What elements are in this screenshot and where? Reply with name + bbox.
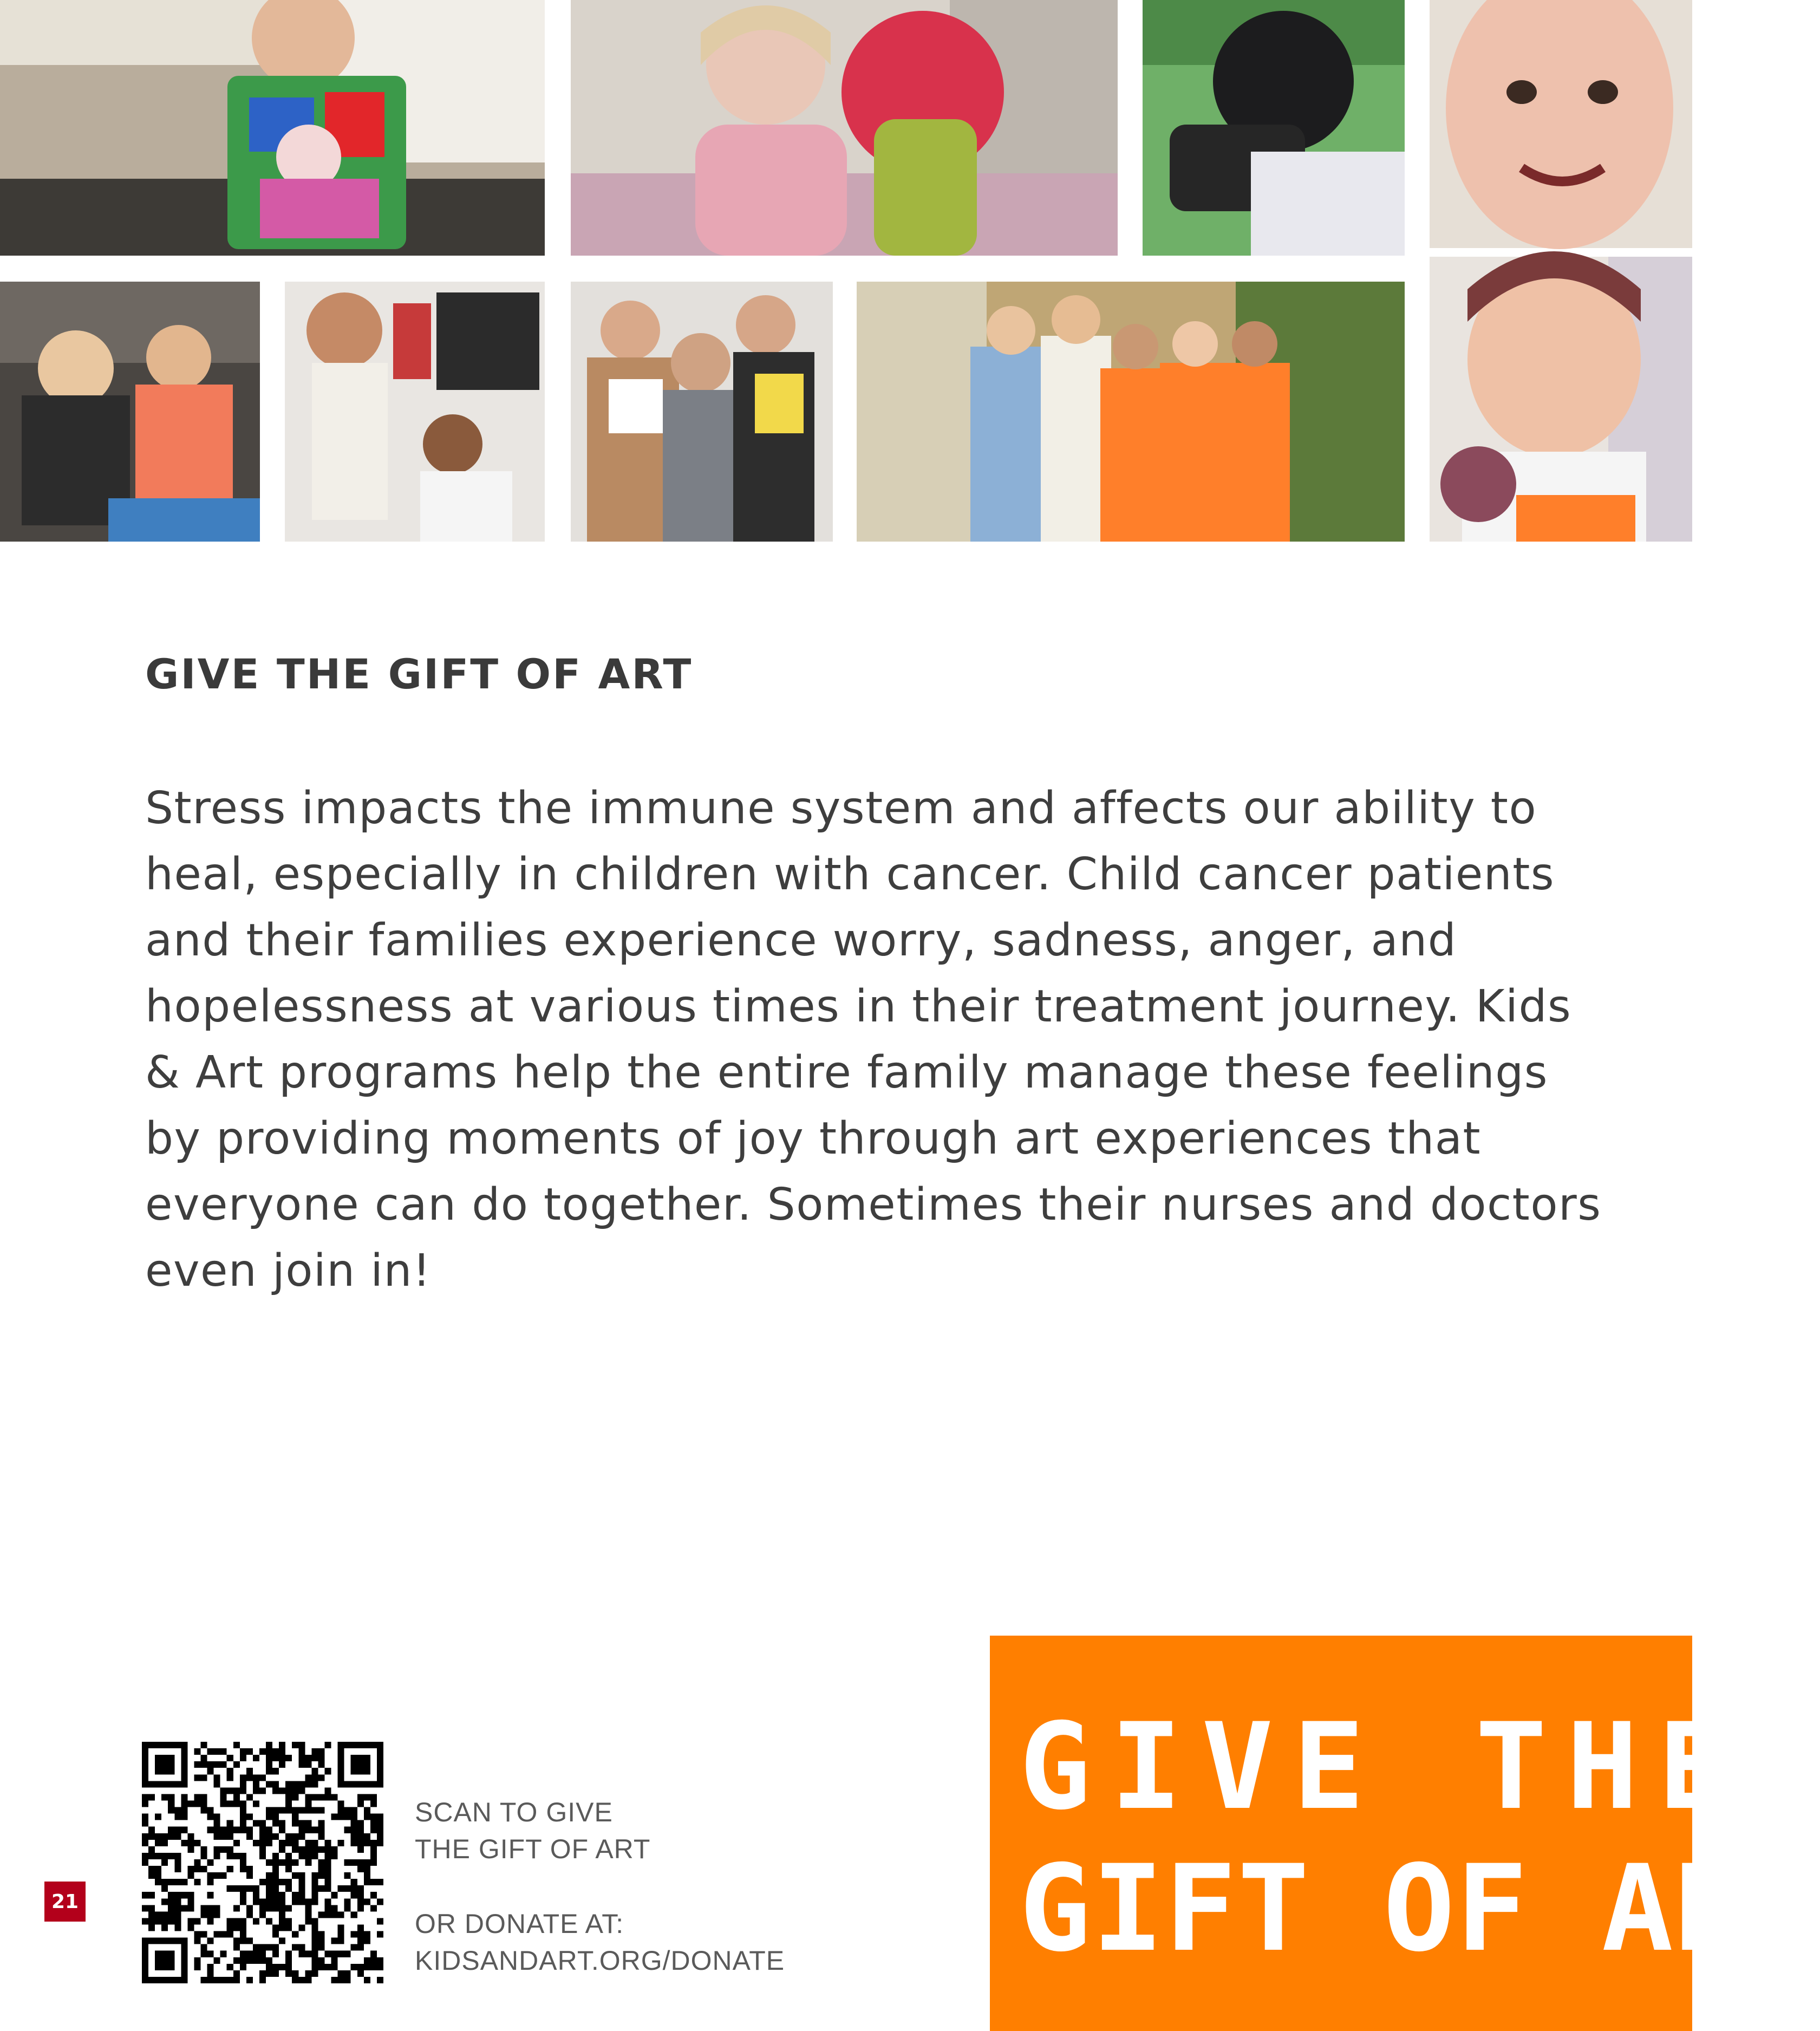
- scan-line-2: THE GIFT OF ART: [415, 1834, 651, 1864]
- section-heading: GIVE THE GIFT OF ART: [145, 650, 693, 698]
- callout-line-2: GIFT OF ART: [1019, 1839, 1820, 1978]
- photo-girl-with-clay-art: [0, 0, 545, 256]
- photo-child-with-plush-monster: [571, 0, 1118, 256]
- photo-volunteer-painting-with-child: [285, 282, 545, 542]
- photo-boy-with-vr-headset: [1143, 0, 1405, 256]
- photo-volunteers-in-orange-shirts: [857, 282, 1405, 542]
- page-number-badge: 21: [44, 1882, 86, 1922]
- callout-line-1: GIVE THE: [1019, 1697, 1749, 1836]
- donate-qr-code[interactable]: [142, 1742, 383, 1983]
- scan-line-1: SCAN TO GIVE: [415, 1797, 613, 1827]
- donate-line-1: OR DONATE AT:: [415, 1909, 624, 1939]
- donate-instructions: [415, 1794, 785, 1979]
- gift-of-art-callout: [990, 1636, 1820, 2031]
- photo-family-holding-artwork: [571, 282, 833, 542]
- photo-smiling-volunteer: [1430, 257, 1692, 542]
- donate-url[interactable]: KIDSANDART.ORG/DONATE: [415, 1945, 785, 1976]
- photo-women-crafting: [0, 282, 260, 542]
- body-paragraph: Stress impacts the immune system and affects our ability to heal, especially in children with cancer. Child cancer patients and their families experience worry, sadness, anger, and hopelessness at various times in their treatment journey. Kids & Art programs help the entire family manage these feelings by providing moments of joy through art experiences that everyone can do together. Sometimes their nurses and doctors even join in!: [145, 783, 1602, 1297]
- photo-smiling-child: [1430, 0, 1692, 248]
